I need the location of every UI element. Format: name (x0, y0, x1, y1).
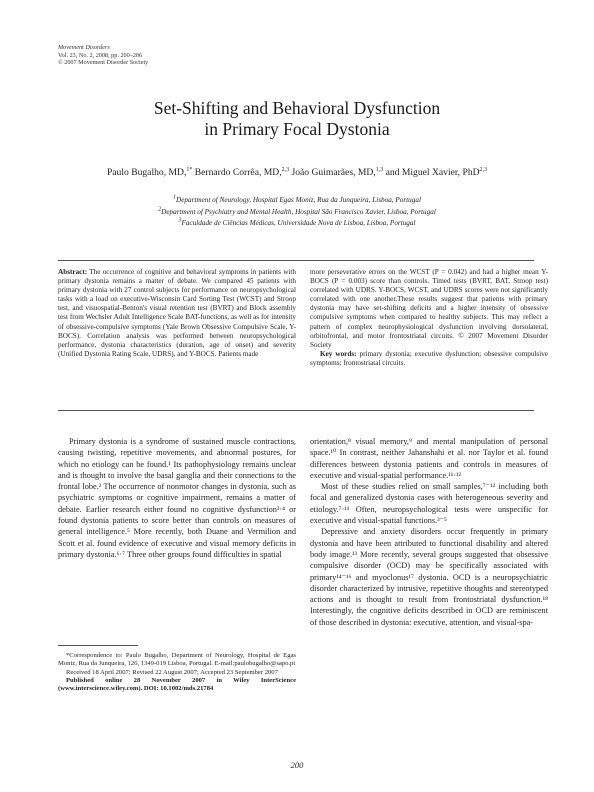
article-title (0, 98, 594, 140)
author-affil-marker: 2,3 (281, 166, 290, 173)
affiliation-list (0, 195, 594, 230)
received-dates: Received 18 April 2007; Revised 22 August 2007; Accepted 23 September 2007 (66, 668, 278, 676)
author-name: Bernardo Corrêa, MD, (192, 167, 282, 178)
abstract-continued: more perseverative errors on the WCST (P = 0.042) and had a higher mean Y-BOCS (P = 0.003) score than controls. Timed tests (BVRT, BAT, Stroop test) correlated with UDRS. Y-BOCS, WCST, and UDRS scores were not significantly correlated with one another.These results suggest that patients with primary dystonia may have set-shifting deficits and a higher intensity of obsessive compulsive symptoms when compared to healthy subjects. This may reflect a pattern of complex neurophysiological dysfunction involving dorsolateral, orbitofrontal, and motor frontostriatal circuits. © 2007 Movement Disorder Society (310, 268, 548, 349)
body-paragraph: Most of these studies relied on small samples,⁷⁻¹² including both focal and generalized dystonia cases with heterogeneous severity and etiology.⁷·¹¹ Often, neuropsychological tests were unspecific for executive and visual-spatial functions.³⁻⁵ (310, 482, 548, 526)
abstract-right-column (310, 268, 548, 368)
author-name: João Guimarães, MD, (289, 167, 376, 178)
correspondence-note: *Correspondence to: Paulo Bugalho, Department of Neurology, Hospital de Egas Moniz, Rua da Junqueira, 126, 1349-019 Lisboa, Portugal. E-mail:paulobugalho@sapo.pt (58, 652, 296, 668)
footnote-rule (58, 645, 138, 646)
affiliation-number: 3 (178, 217, 182, 224)
affiliation-number: 2 (158, 206, 162, 213)
body-right-column (310, 436, 548, 628)
keywords-text: primary dystonia; executive dysfunction; obsessive compulsive symptoms; frontostriatal circuits. (310, 349, 549, 367)
title-line-2: in Primary Focal Dystonia (204, 119, 390, 139)
author-name: and Miguel Xavier, PhD (383, 167, 480, 178)
journal-copyright: © 2007 Movement Disorder Society (58, 59, 149, 67)
page-number: 200 (290, 760, 304, 770)
footnotes (58, 652, 296, 693)
affiliation-number: 1 (173, 194, 177, 201)
abstract-left-column (58, 268, 296, 359)
abstract-top-rule (58, 260, 534, 261)
affiliation-item (0, 218, 594, 230)
affiliation-text: Department of Neurology, Hospital Egas Moniz, Rua da Junqueira, Lisboa, Portugal (176, 196, 421, 204)
body-paragraph: orientation,⁸ visual memory,⁹ and mental manipulation of personal space.¹⁰ In contrast, neither Jahanshahi et al. nor Taylor et al. found differences between dystonia patients and controls in measures of executive and visual-spatial performance.¹¹·¹² (310, 437, 548, 480)
publication-info: Published online 28 November 2007 in Wiley InterScience (www.interscience.wiley.com). DOI: 10.1002/mds.21784 (58, 676, 296, 693)
body-paragraph: Primary dystonia is a syndrome of sustained muscle contractions, causing twisting, repetitive movements, and abnormal postures, for which no etiology can be found.¹ Its pathophysiology remains unclear and is thought to involve the basal ganglia and their connections to the frontal lobe.² The occurrence of nonmotor changes in dystonia, such as psychiatric symptoms or cognitive impairment, remains a matter of debate. Earlier research either found no cognitive dysfunction³·⁴ or found dystonia patients to score better than controls on measures of general intelligence.⁵ More recently, both Duane and Vermilion and Scott et al. found evidence of executive and visual memory deficits in primary dystonia.⁶·⁷ Three other groups found difficulties in spatial (58, 437, 296, 559)
abstract-paragraph (58, 268, 296, 359)
author-affil-marker: 2,3 (479, 166, 488, 173)
author-list (0, 167, 594, 179)
title-line-1: Set-Shifting and Behavioral Dysfunction (153, 98, 441, 118)
affiliation-item (0, 207, 594, 219)
body-paragraph: Depressive and anxiety disorders occur frequently in primary dystonia and have been attributed to functional disability and altered body image.¹³ More recently, several groups suggested that obsessive compulsive disorder (OCD) may be specifically associated with primary¹⁴⁻¹⁶ and myoclonus¹⁷ dystonia. OCD is a neuropsychiatric disorder characterized by intrusive, repetitive thoughts and stereotyped actions and is thought to result from frontostriatal dysfunction.¹⁸ Interestingly, the cognitive deficits described in OCD are reminiscent of those described in dystonia: executive, attention, and visual-spa- (310, 527, 548, 627)
abstract-label: Abstract: (58, 268, 88, 276)
keywords (310, 350, 548, 368)
keywords-label: Key words: (320, 349, 357, 358)
author-affil-marker: 1* (186, 166, 193, 173)
journal-name: Movement Disorders (58, 44, 110, 51)
affiliation-text: Faculdade de Ciências Médicas, Universidade Nova de Lisboa, Lisboa, Portugal (181, 219, 416, 227)
abstract-text: The occurrence of cognitive and behavioral symptoms in patients with primary dystonia remains a matter of debate. We compared 45 patients with primary dystonia with 27 control subjects for performance on neuropsychological tasks with a load on executive-Wisconsin Card Sorting Test (WCST) and Stroop test, and visuospatial-Benton's visual retention test (BVRT) and Block assembly test from Wechsler Adult Intelligence Scale BAT-functions, as well as for intensity of obsessive-compulsive symptoms (Yale Brown Obsessive Compulsive Scale, Y-BOCS). Correlation analysis was performed between neuropsychological performance, dystonia characteristics (duration, age of onset) and severity (Unified Dystonia Rating Scale, UDRS), and Y-BOCS. Patients made (58, 268, 296, 358)
author-affil-marker: 1,3 (375, 166, 384, 173)
affiliation-item (0, 195, 594, 207)
journal-volume: Vol. 23, No. 2, 2008, pp. 200–206 (58, 51, 143, 59)
author-name: Paulo Bugalho, MD, (106, 167, 187, 178)
body-left-column (58, 436, 296, 560)
abstract-bottom-rule (58, 410, 534, 411)
affiliation-text: Department of Psychiatry and Mental Health, Hospital São Francisco Xavier, Lisboa, Portugal (161, 207, 436, 216)
journal-header (58, 44, 148, 67)
